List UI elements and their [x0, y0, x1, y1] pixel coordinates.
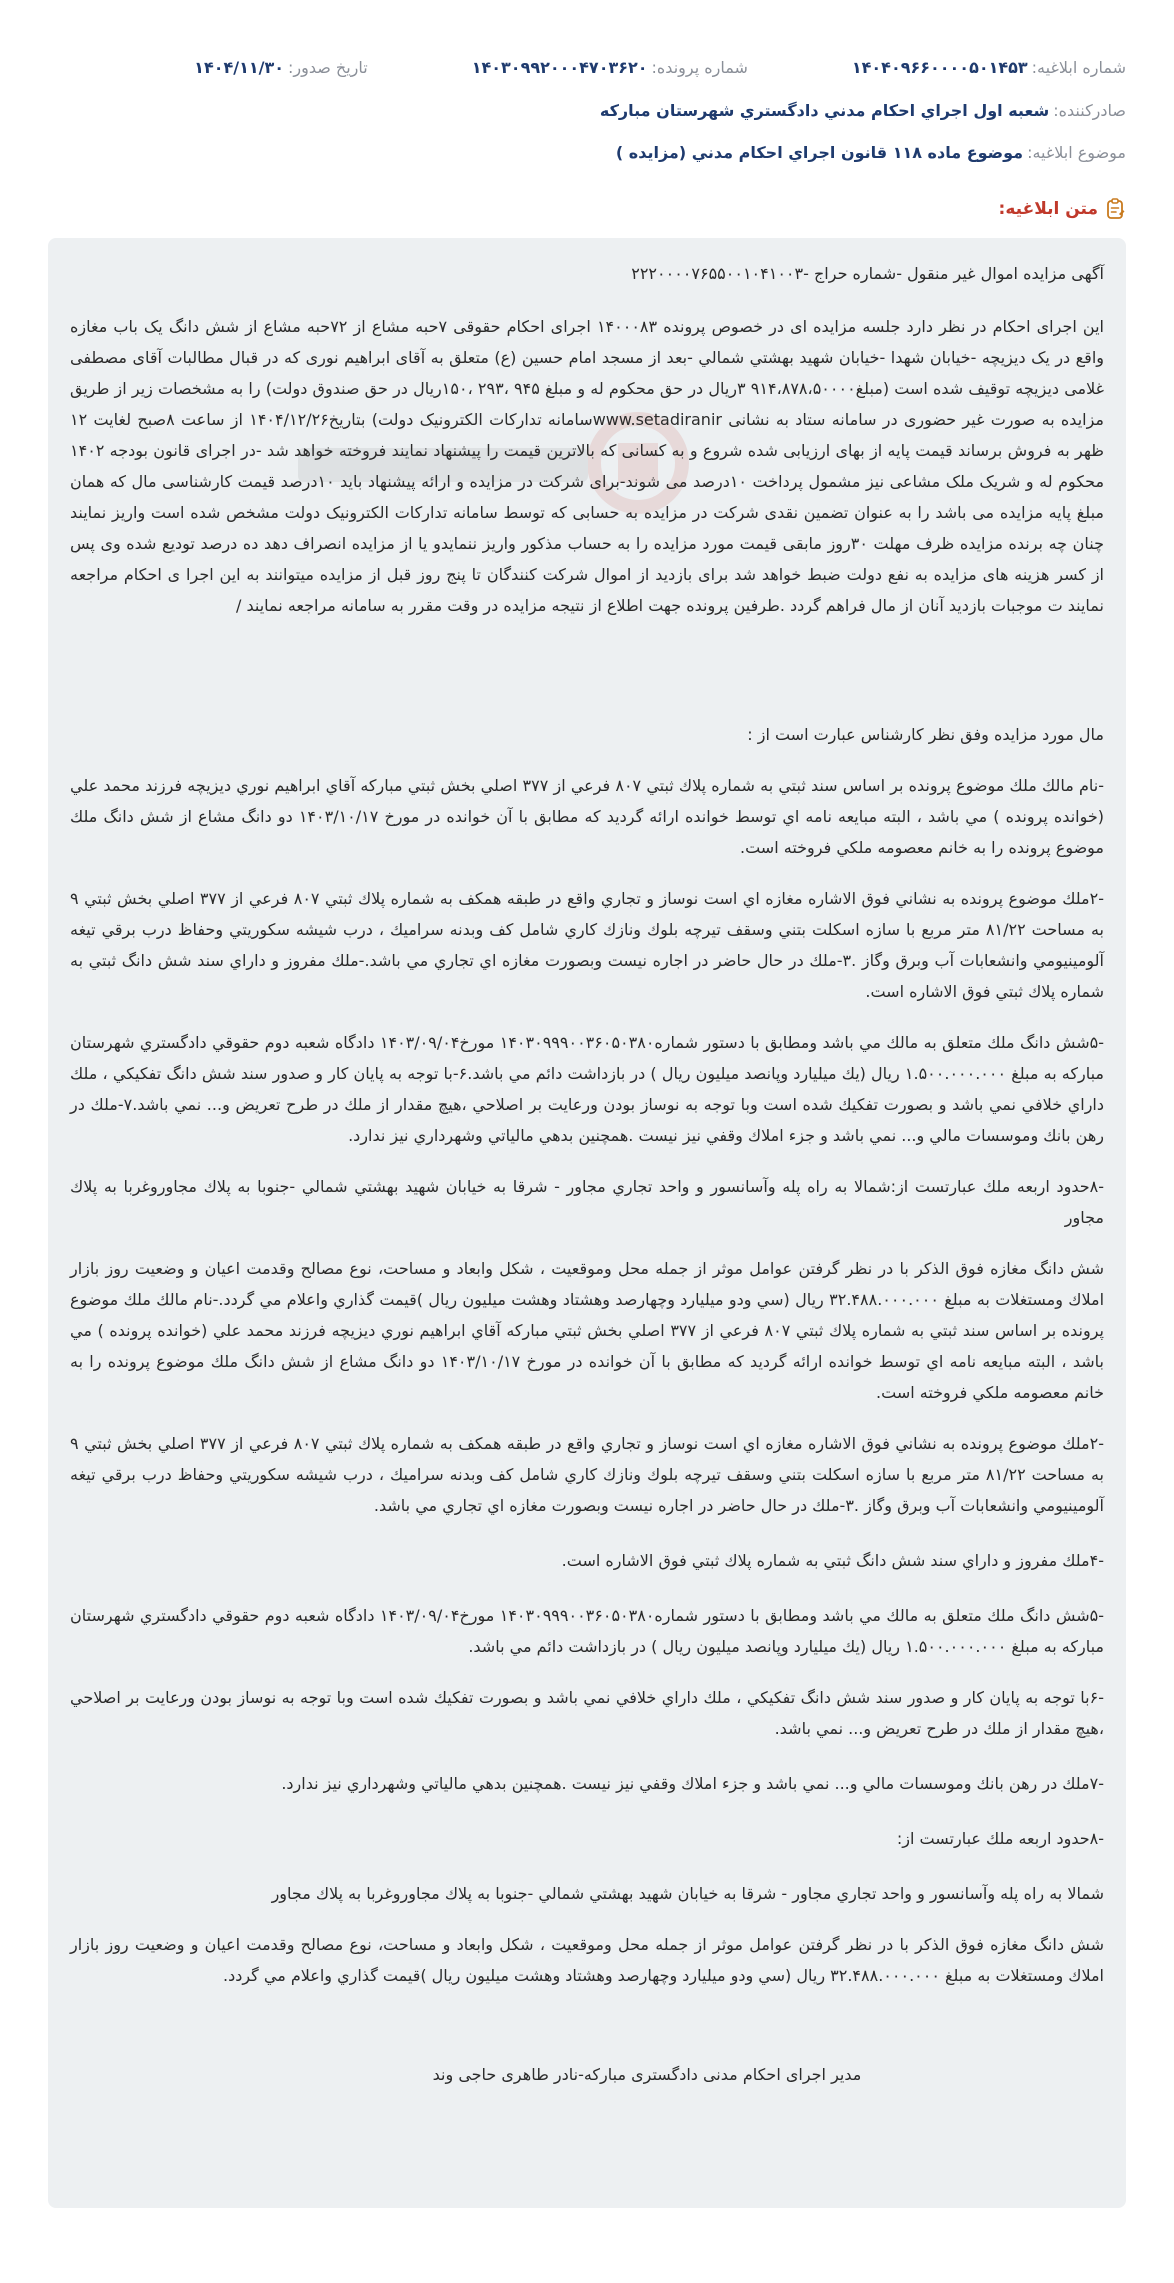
issue-date-value: ۱۴۰۴/۱۱/۳۰ — [194, 57, 284, 77]
body-paragraph: -۷ملك در رهن بانك وموسسات مالي و... نمي باشد و جزء املاك وقفي نيز نيست .همچنين بدهي مالياتي وشهرداري نيز ندارد. — [281, 1774, 1104, 1793]
notice-number — [852, 58, 1126, 77]
body-paragraph: -۵شش دانگ ملك متعلق به مالك مي باشد ومطابق با دستور شماره۱۴۰۳۰۹۹۹۰۰۳۶۰۵۰۳۸۰ مورخ۱۴۰۳/۰۹/۰۴ دادگاه شعبه دوم حقوقي دادگستري شهرستان مباركه به مبلغ ۱.۵۰۰.۰۰۰.۰۰۰ ريال (يك ميليارد وپانصد ميليون ريال ) در بازداشت دائم مي باشد.۶-با توجه به پايان كار و صدور سند شش دانگ تفكيكي ، ملك داراي خلافي نمي باشد و بصورت تفكيك شده است وبا توجه به نوساز بودن ورعايت بر اصلاحي ،هيچ مقدار از ملك در طرح تعريض و... نمي باشد.۷-ملك در رهن بانك وموسسات مالي و... نمي باشد و جزء املاك وقفي نيز نيست .همچنين بدهي مالياتي وشهرداري نيز ندارد. — [70, 1033, 1105, 1145]
signature: مدير اجرای احكام مدنی دادگستری مباركه-نادر طاهری حاجی وند — [432, 2065, 862, 2084]
auction-heading: آگهی مزايده اموال غير منقول -شماره حراج -۲۲۲۰۰۰۰۷۶۵۵۰۰۱۰۴۱۰۰۳ — [631, 264, 1104, 283]
body-paragraph: -۲ملك موضوع پرونده به نشاني فوق الاشاره مغازه اي است نوساز و تجاري واقع در طبقه همكف به شماره پلاك ثبتي ۸۰۷ فرعي از ۳۷۷ اصلي بخش ثبتي ۹ به مساحت ۸۱/۲۲ متر مربع با سازه اسكلت بتني وسقف تيرچه بلوك ونازك كاري شامل كف وبدنه سراميك ، درب شيشه سكوريتي وحفاظ درب برقي تيغه آلومينيومي وانشعابات آب وبرق وگاز .۳-ملك در حال حاضر در اجاره نيست وبصورت مغازه اي تجاري مي باشد. — [70, 1434, 1104, 1515]
issuer-label: صادرکننده: — [1053, 100, 1126, 120]
notice-number-value: ۱۴۰۴۰۹۶۶۰۰۰۰۵۰۱۴۵۳ — [851, 57, 1028, 77]
body-paragraph: شمالا به راه پله وآسانسور و واحد تجاري مجاور - شرقا به خيابان شهيد بهشتي شمالي -جنوبا به پلاك مجاوروغربا به پلاك مجاور — [271, 1884, 1104, 1903]
subject-label: موضوع ابلاغيه: — [1027, 142, 1126, 162]
issuer-value: شعبه اول اجراي احكام مدني دادگستري شهرستان مباركه — [599, 100, 1050, 120]
section-title-text: متن ابلاغيه: — [998, 199, 1098, 219]
issue-date-label: تاريخ صدور: — [287, 57, 368, 77]
body-paragraph: شش دانگ مغازه فوق الذكر با در نظر گرفتن عوامل موثر از جمله محل وموقعيت ، شكل وابعاد و مساحت، نوع مصالح وقدمت اعيان و وضعيت روز بازار املاك ومستغلات به مبلغ ۳۲.۴۸۸.۰۰۰.۰۰۰ ريال (سي ودو ميليارد وچهارصد وهشتاد وهشت ميليون ريال )قيمت گذاري واعلام مي گردد.-نام مالك ملك موضوع پرونده بر اساس سند ثبتي به شماره پلاك ثبتي ۸۰۷ فرعي از ۳۷۷ اصلي بخش ثبتي مباركه آقاي ابراهيم نوري ديزيچه فرزند محمد علي (خوانده پرونده ) مي باشد ، البته مبايعه نامه اي توسط خوانده ارائه گرديد كه مطابق با آن خوانده در مورخ ۱۴۰۳/۱۰/۱۷ دو دانگ مشاع از شش دانگ ملك موضوع پرونده را به خانم معصومه ملكي فروخته است. — [70, 1259, 1105, 1402]
notice-meta-row — [48, 52, 1126, 82]
body-paragraph: -۵شش دانگ ملك متعلق به مالك مي باشد ومطابق با دستور شماره۱۴۰۳۰۹۹۹۰۰۳۶۰۵۰۳۸۰ مورخ۱۴۰۳/۰۹/۰۴ دادگاه شعبه دوم حقوقي دادگستري شهرستان مباركه به مبلغ ۱.۵۰۰.۰۰۰.۰۰۰ ريال (يك ميليارد وپانصد ميليون ريال ) در بازداشت دائم مي باشد. — [70, 1606, 1105, 1656]
body-paragraph: مال مورد مزايده وفق نظر كارشناس عبارت است از : — [747, 725, 1104, 744]
body-paragraph: -نام مالك ملك موضوع پرونده بر اساس سند ثبتي به شماره پلاك ثبتي ۸۰۷ فرعي از ۳۷۷ اصلي بخش ثبتي مباركه آقاي ابراهيم نوري ديزيچه فرزند محمد علي (خوانده پرونده ) مي باشد ، البته مبايعه نامه اي توسط خوانده ارائه گرديد كه مطابق با آن خوانده در مورخ ۱۴۰۳/۱۰/۱۷ دو دانگ مشاع از شش دانگ ملك موضوع پرونده را به خانم معصومه ملكي فروخته است. — [70, 776, 1105, 857]
body-paragraph: -۲ملك موضوع پرونده به نشاني فوق الاشاره مغازه اي است نوساز و تجاري واقع در طبقه همكف به شماره پلاك ثبتي ۸۰۷ فرعي از ۳۷۷ اصلي بخش ثبتي ۹ به مساحت ۸۱/۲۲ متر مربع با سازه اسكلت بتني وسقف تيرچه بلوك ونازك كاري شامل كف وبدنه سراميك ، درب شيشه سكوريتي وحفاظ درب برقي تيغه آلومينيومي وانشعابات آب وبرق وگاز .۳-ملك در حال حاضر در اجاره نيست وبصورت مغازه اي تجاري مي باشد.-ملك مفروز و داراي سند شش دانگ ثبتي به شماره پلاك ثبتي فوق الاشاره است. — [70, 889, 1104, 1001]
document-icon — [1106, 198, 1126, 220]
notice-body-panel — [48, 238, 1126, 2208]
subject-value: موضوع ماده ۱۱۸ قانون اجراي احكام مدني (مزايده ) — [615, 142, 1024, 162]
body-paragraph: -۶با توجه به پايان كار و صدور سند شش دانگ تفكيكي ، ملك داراي خلافي نمي باشد و بصورت تفكيك شده است وبا توجه به نوساز بودن ورعايت بر اصلاحي ،هيچ مقدار از ملك در طرح تعريض و... نمي باشد. — [70, 1688, 1104, 1738]
body-paragraph: -۸حدود اربعه ملك عبارتست از: — [896, 1829, 1104, 1848]
issue-date — [194, 58, 368, 77]
notice-text-title — [999, 198, 1126, 220]
body-paragraph: شش دانگ مغازه فوق الذكر با در نظر گرفتن عوامل موثر از جمله محل وموقعيت ، شكل وابعاد و مساحت، نوع مصالح وقدمت اعيان و وضعيت روز بازار املاك ومستغلات به مبلغ ۳۲.۴۸۸.۰۰۰.۰۰۰ ريال (سي ودو ميليارد وچهارصد وهشتاد وهشت ميليون ريال )قيمت گذاري واعلام مي گردد. — [70, 1935, 1104, 1985]
body-paragraph: -۴ملك مفروز و داراي سند شش دانگ ثبتي به شماره پلاك ثبتي فوق الاشاره است. — [561, 1551, 1104, 1570]
body-paragraph: -۸حدود اربعه ملك عبارتست از:شمالا به راه پله وآسانسور و واحد تجاري مجاور - شرقا به خيابان شهيد بهشتي شمالي -جنوبا به پلاك مجاوروغربا به پلاك مجاور — [70, 1177, 1104, 1227]
body-paragraph: اين اجرای احكام در نظر دارد جلسه مزايده ای در خصوص پرونده ۱۴۰۰۰۸۳ اجرای احكام حقوقی ۷حبه مشاع از ۷۲حبه مشاع از شش دانگ يک باب مغازه واقع در يک ديزيچه -خيابان شهدا -خيابان شهيد بهشتي شمالي -بعد از مسجد امام حسين (ع) متعلق به آقای ابراهيم نوری كه در قبال مطالبات آقای مصطفی غلامی ديزيچه توقيف شده است (مبلغ۹۱۴،۸۷۸،۵۰۰۰۰ ۳ريال در حق محكوم له و مبلغ ۹۴۵ ،۲۹۳ ،۱۵۰ريال در حق صندوق دولت) را به مشخصات زير از طريق مزايده به صورت غير حضوری در سامانه ستاد به نشانی www.setadiranirسامانه تداركات الكترونيک دولت) بتاريخ۱۴۰۴/۱۲/۲۶ از ساعت ۸صبح لغايت ۱۲ ظهر به فروش برساند قيمت پايه از بهای ارزيابی شده شروع و به كسانی كه بالاترين قيمت را پيشنهاد نمايند فروخته خواهد شد -در اجرای قانون بودجه ۱۴۰۲ محكوم له و شريک ملک مشاعی نيز مشمول پرداخت ۱۰درصد می شوند-برای شركت در مزايده و ارائه پيشنهاد بايد ۱۰درصد قيمت كارشناسی مال كه همان مبلغ پايه مزايده می باشد را به عنوان تضمين نقدی شركت در مزايده به حسابی كه توسط سامانه تداركات الكترونيک دولت مشخص شده است واريز نمايند چنان چه برنده مزايده ظرف مهلت ۳۰روز مابقی قيمت مورد مزايده را به حساب مذكور واريز ننمايدو يا از مزايده انصراف دهد ده درصد توديع شده وی پس از كسر هزينه های مزايده به نفع دولت ضبط خواهد شد برای بازديد از اموال شركت كنندگان تا پنج روز قبل از مزايده ميتوانند به اين اجرا ی احكام مراجعه نمايند ت موجبات بازديد آنان از مال فراهم گردد .طرفين پرونده جهت اطلاع از نتيجه مزايده در وقت مقرر به سامانه مراجعه نمايند / — [70, 317, 1105, 615]
subject-row — [48, 137, 1126, 167]
notice-number-label: شماره ابلاغيه: — [1031, 57, 1126, 77]
case-number-value: ۱۴۰۳۰۹۹۲۰۰۰۴۷۰۳۶۲۰ — [471, 57, 648, 77]
issuer-row — [48, 95, 1126, 125]
case-number — [472, 58, 748, 77]
case-number-label: شماره پرونده: — [651, 57, 748, 77]
